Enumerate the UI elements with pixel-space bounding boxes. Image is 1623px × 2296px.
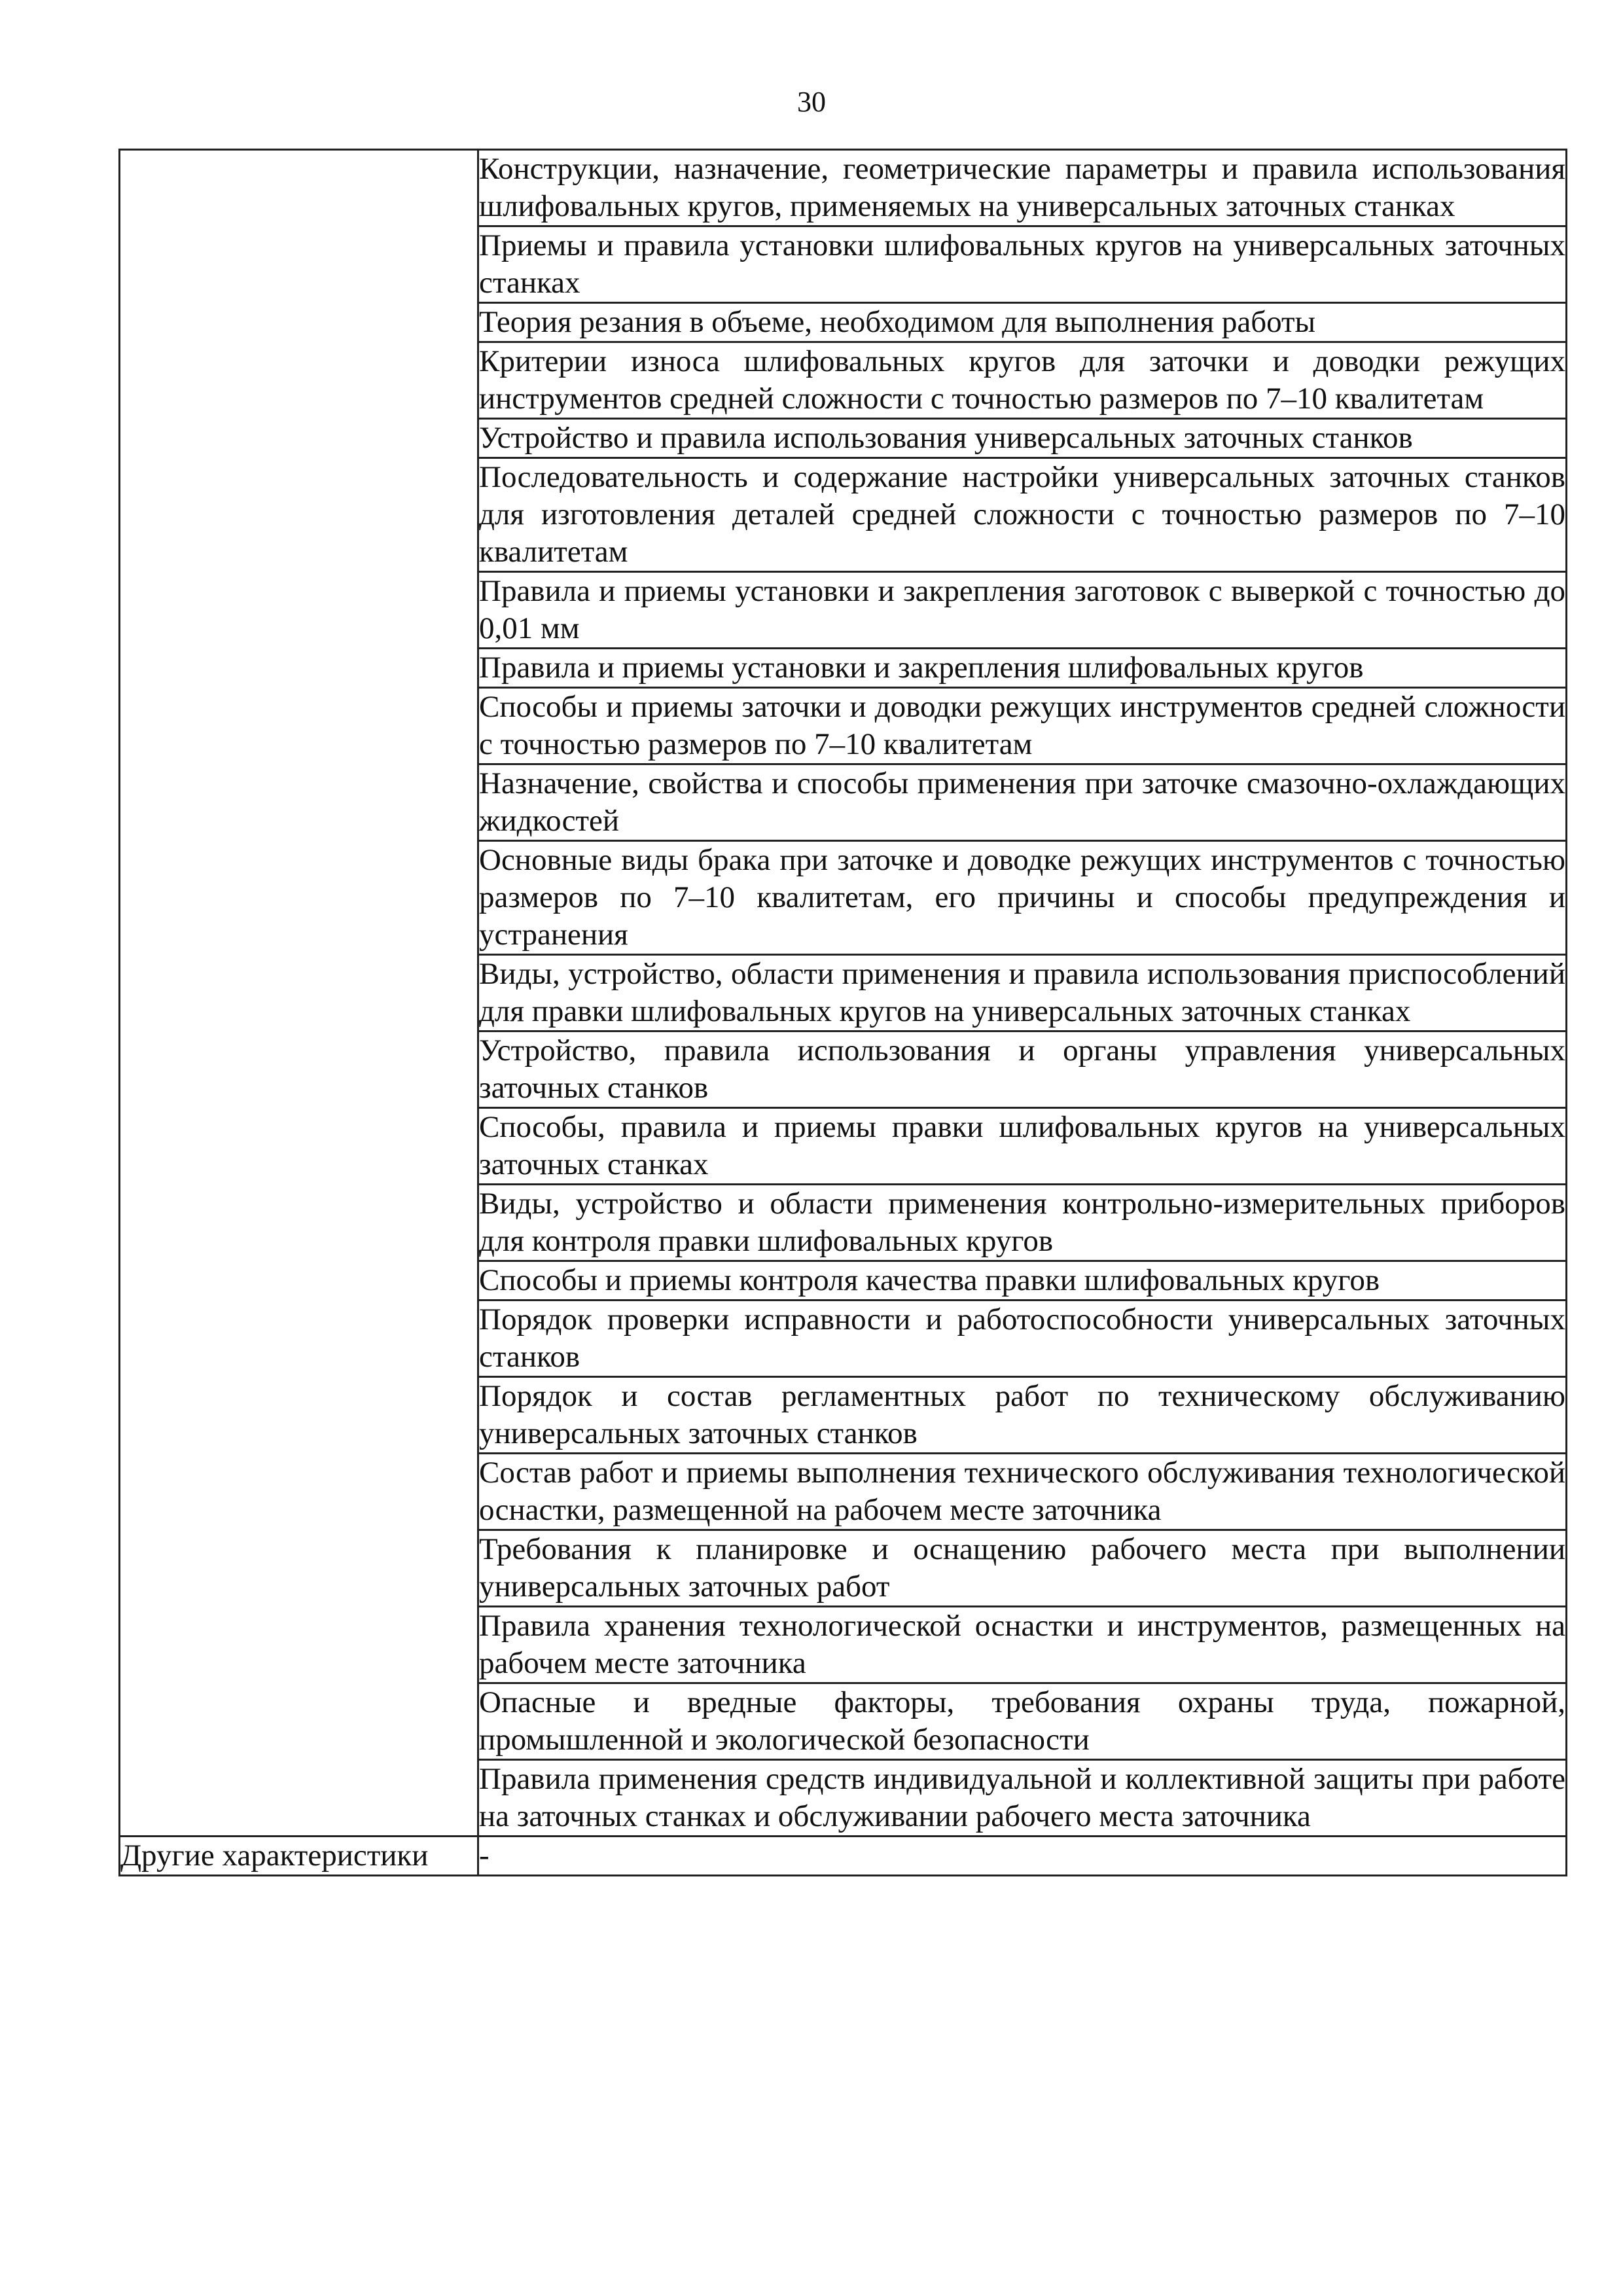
knowledge-item: Правила и приемы установки и закрепления шлифовальных кругов <box>478 649 1567 688</box>
other-characteristics-value: - <box>478 1837 1567 1876</box>
requirements-table <box>118 149 1567 1876</box>
knowledge-item: Правила хранения технологической оснастки и инструментов, размещенных на рабочем месте заточника <box>478 1607 1567 1683</box>
knowledge-item: Виды, устройство, области применения и правила использования приспособлений для правки шлифовальных кругов на универсальных заточных станках <box>478 955 1567 1031</box>
page-number: 30 <box>797 86 826 118</box>
knowledge-item: Виды, устройство и области применения контрольно-измерительных приборов для контроля правки шлифовальных кругов <box>478 1185 1567 1261</box>
knowledge-item: Устройство и правила использования универсальных заточных станков <box>478 419 1567 458</box>
knowledge-item: Требования к планировке и оснащению рабочего места при выполнении универсальных заточных работ <box>478 1530 1567 1607</box>
table-row <box>120 150 1567 226</box>
knowledge-item: Основные виды брака при заточке и доводке режущих инструментов с точностью размеров по 7–10 квалитетам, его причины и способы предупреждения и устранения <box>478 841 1567 955</box>
knowledge-item: Теория резания в объеме, необходимом для выполнения работы <box>478 303 1567 342</box>
other-characteristics-label: Другие характеристики <box>120 1837 478 1876</box>
knowledge-item: Правила и приемы установки и закрепления заготовок с выверкой с точностью до 0,01 мм <box>478 572 1567 649</box>
knowledge-item: Способы и приемы заточки и доводки режущих инструментов средней сложности с точностью размеров по 7–10 квалитетам <box>478 688 1567 764</box>
merged-label-cell <box>120 150 478 1837</box>
knowledge-item: Критерии износа шлифовальных кругов для заточки и доводки режущих инструментов средней сложности с точностью размеров по 7–10 квалитетам <box>478 342 1567 419</box>
knowledge-item: Последовательность и содержание настройки универсальных заточных станков для изготовления деталей средней сложности с точностью размеров по 7–10 квалитетам <box>478 458 1567 572</box>
knowledge-item: Устройство, правила использования и органы управления универсальных заточных станков <box>478 1031 1567 1108</box>
knowledge-item: Правила применения средств индивидуальной и коллективной защиты при работе на заточных станках и обслуживании рабочего места заточника <box>478 1760 1567 1837</box>
knowledge-item: Опасные и вредные факторы, требования охраны труда, пожарной, промышленной и экологической безопасности <box>478 1683 1567 1760</box>
knowledge-item: Состав работ и приемы выполнения технического обслуживания технологической оснастки, размещенной на рабочем месте заточника <box>478 1454 1567 1530</box>
knowledge-item: Способы и приемы контроля качества правки шлифовальных кругов <box>478 1261 1567 1300</box>
knowledge-item: Способы, правила и приемы правки шлифовальных кругов на универсальных заточных станках <box>478 1108 1567 1185</box>
knowledge-item: Порядок и состав регламентных работ по техническому обслуживанию универсальных заточных станков <box>478 1377 1567 1454</box>
knowledge-item: Порядок проверки исправности и работоспособности универсальных заточных станков <box>478 1300 1567 1377</box>
table-row <box>120 1837 1567 1876</box>
knowledge-item: Конструкции, назначение, геометрические параметры и правила использования шлифовальных кругов, применяемых на универсальных заточных станках <box>478 150 1567 226</box>
knowledge-item: Приемы и правила установки шлифовальных кругов на универсальных заточных станках <box>478 226 1567 303</box>
knowledge-item: Назначение, свойства и способы применения при заточке смазочно-охлаждающих жидкостей <box>478 764 1567 841</box>
